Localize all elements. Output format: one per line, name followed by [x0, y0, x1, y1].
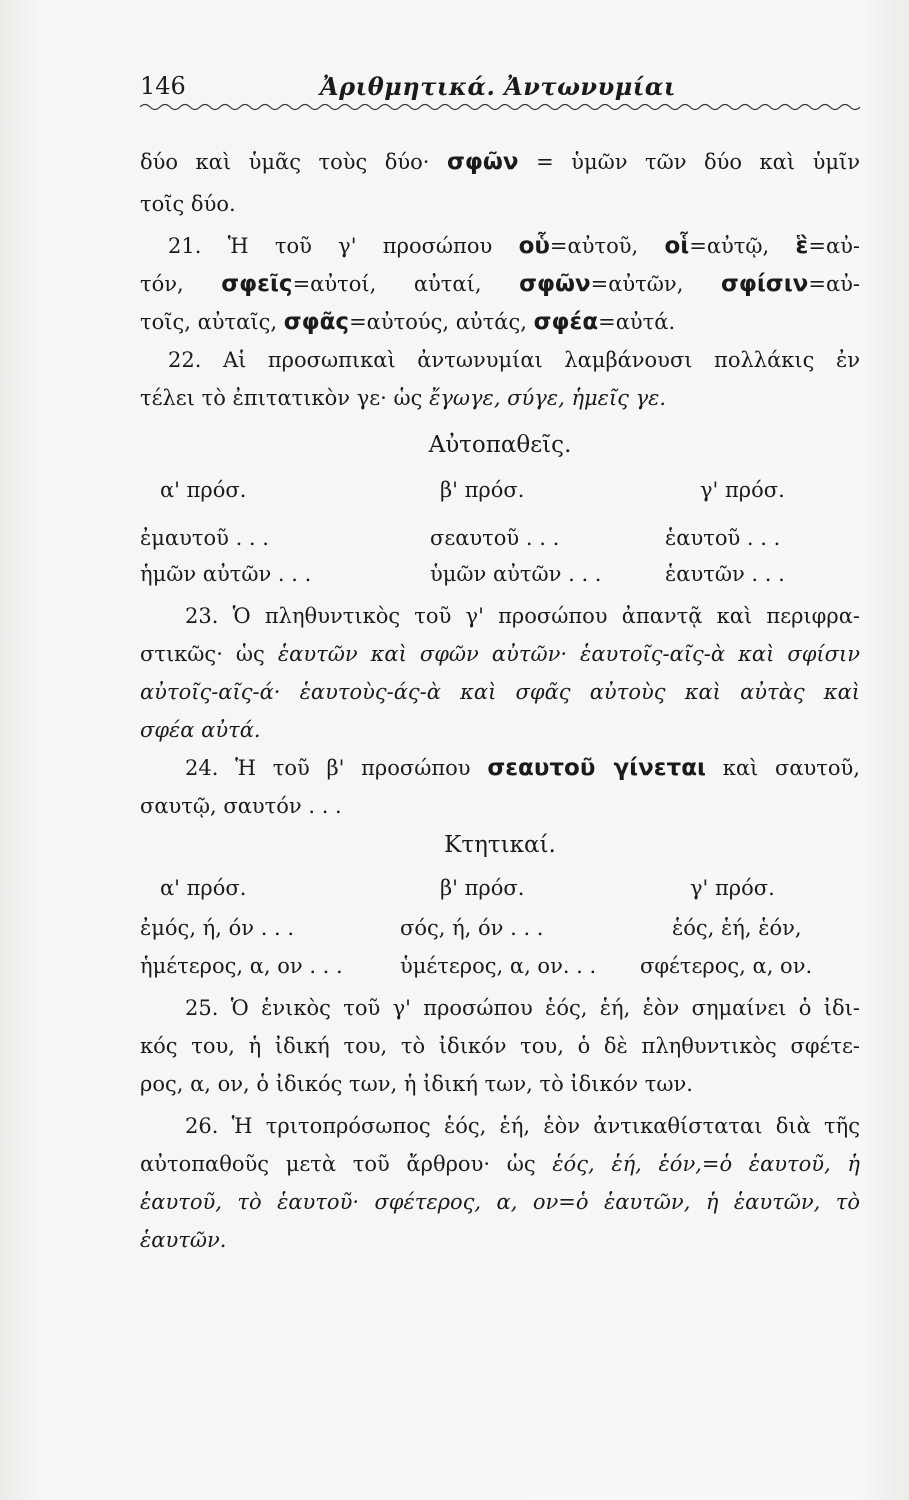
table-cell: ὑμέτερος, α, ον. . .: [400, 954, 597, 978]
text-line: κός του, ἡ ἰδική του, τὸ ἰδικόν του, ὁ δὲ πληθυντικὸς σφέτε-: [140, 1034, 860, 1058]
table-cell: ἑαυτοῦ . . .: [665, 526, 781, 550]
col-header: α' πρόσ.: [160, 478, 247, 502]
page-number: 146: [140, 72, 186, 100]
text-line: τοῖς δύο.: [140, 192, 236, 216]
table-cell: ἑός, ἑή, ἑόν,: [672, 916, 802, 940]
text-line-par25: 25. Ὁ ἑνικὸς τοῦ γ' προσώπου ἑός, ἑή, ἑὸν σημαίνει ὁ ἰδι-: [185, 996, 860, 1020]
col-header: α' πρόσ.: [160, 876, 247, 900]
text-line-par23: 23. Ὁ πληθυντικὸς τοῦ γ' προσώπου ἀπαντᾷ καὶ περιφρα-: [185, 604, 860, 628]
table-cell: ἐμαυτοῦ . . .: [140, 526, 269, 550]
col-header: γ' πρόσ.: [690, 876, 775, 900]
running-title: Ἀριθμητικά. Ἀντωνυμίαι: [320, 72, 676, 101]
col-header: β' πρόσ.: [440, 478, 525, 502]
col-header: β' πρόσ.: [440, 876, 525, 900]
text-line: σαυτῷ, σαυτόν . . .: [140, 794, 342, 818]
text-line: δύο καὶ ὑμᾶς τοὺς δύο· σφῶν = ὑμῶν τῶν δύο καὶ ὑμῖν: [140, 149, 861, 175]
table-cell: σός, ή, όν . . .: [400, 916, 544, 940]
text-line: ρος, α, ον, ὁ ἰδικός των, ἡ ἰδική των, τὸ ἰδικόν των.: [140, 1072, 693, 1096]
section-heading-reflexive: Αὐτοπαθεῖς.: [428, 432, 572, 458]
text-line-par26: 26. Ἡ τριτοπρόσωπος ἑός, ἑή, ἑὸν ἀντικαθίσταται διὰ τῆς: [185, 1114, 860, 1138]
text-line-par22: 22. Αἱ προσωπικαὶ ἀντωνυμίαι λαμβάνουσι πολλάκις ἐν: [168, 348, 860, 372]
table-cell: ἡμῶν αὐτῶν . . .: [140, 562, 312, 586]
table-cell: σφέτερος, α, ον.: [640, 954, 813, 978]
text-line: τέλει τὸ ἐπιτατικὸν γε· ὡς ἔγωγε, σύγε, ἡμεῖς γε.: [140, 386, 667, 410]
text-line: ἑαυτοῦ, τὸ ἑαυτοῦ· σφέτερος, α, ον=ὁ ἑαυτῶν, ἡ ἑαυτῶν, τὸ: [140, 1190, 860, 1214]
text-line: στικῶς· ὡς ἑαυτῶν καὶ σφῶν αὐτῶν· ἑαυτοῖς-αῖς-ὰ καὶ σφίσιν: [140, 642, 860, 666]
table-cell: σεαυτοῦ . . .: [430, 526, 560, 550]
table-cell: ὑμῶν αὐτῶν . . .: [430, 562, 602, 586]
text-line: αὐτοπαθοῦς μετὰ τοῦ ἄρθρου· ὡς ἑός, ἑή, ἑόν,=ὁ ἑαυτοῦ, ἡ: [140, 1152, 860, 1176]
section-heading-possessive: Κτητικαί.: [444, 832, 556, 858]
text-line: σφέα αὐτά.: [140, 718, 261, 742]
text-line: αὐτοῖς-αῖς-ά· ἑαυτοὺς-άς-ὰ καὶ σφᾶς αὐτοὺς καὶ αὐτὰς καὶ: [140, 680, 860, 704]
text-line: ἑαυτῶν.: [140, 1228, 227, 1252]
text-line: τοῖς, αὐταῖς, σφᾶς=αὐτούς, αὐτάς, σφέα=αὐτά.: [140, 309, 676, 335]
col-header: γ' πρόσ.: [700, 478, 785, 502]
text-line-par24: 24. Ἡ τοῦ β' προσώπου σεαυτοῦ γίνεται καὶ σαυτοῦ,: [185, 755, 860, 781]
table-cell: ἐμός, ή, όν . . .: [140, 916, 295, 940]
table-cell: ἑαυτῶν . . .: [665, 562, 785, 586]
text-line-par21: 21. Ἡ τοῦ γ' προσώπου οὗ=αὐτοῦ, οἷ=αὐτῷ, ἓ=αὐ-: [168, 233, 860, 259]
text-line: τόν, σφεῖς=αὐτοί, αὐταί, σφῶν=αὐτῶν, σφίσιν=αὐ-: [140, 271, 860, 297]
table-cell: ἡμέτερος, α, ον . . .: [140, 954, 343, 978]
header-rule: [140, 100, 860, 114]
